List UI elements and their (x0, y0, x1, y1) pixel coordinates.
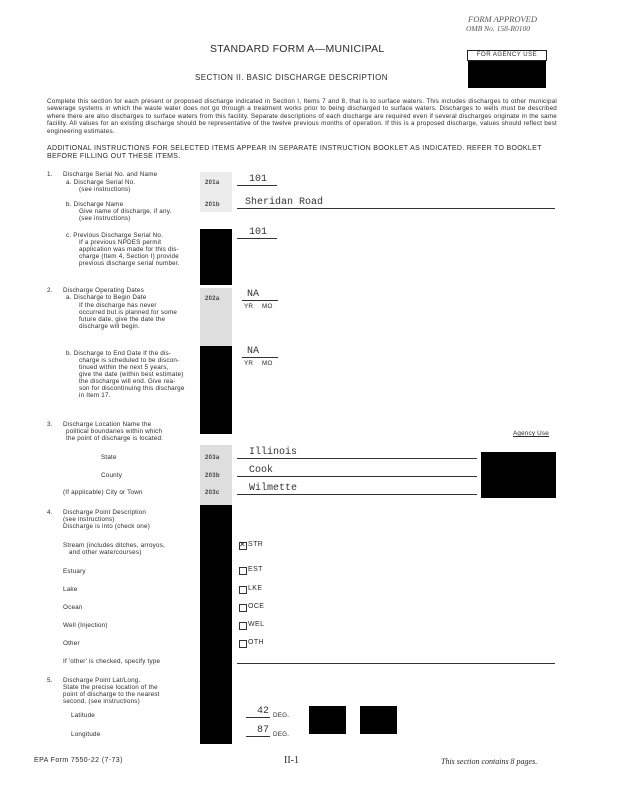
code-lke: LKE (248, 585, 263, 592)
item1a-sub: (see instructions) (79, 186, 131, 193)
item3-heading3: the point of discharge is located: (66, 435, 164, 442)
item2a-sub1: If the discharge has never (79, 302, 157, 309)
city-label: (If applicable) City or Town (63, 489, 143, 496)
checkbox-wel[interactable] (239, 622, 247, 630)
redacted-agency-block (481, 452, 556, 498)
option-estuary-label: Estuary (63, 568, 86, 575)
option-ocean-label: Ocean (63, 604, 83, 611)
redacted-block (200, 346, 232, 434)
item1c-sub2: application was made for this dis- (79, 246, 179, 253)
latitude-deg: DEG. (273, 712, 290, 719)
option-well-label: Well (Injection) (63, 622, 108, 629)
item2b-sub2: tinued within the next 5 years, (79, 364, 169, 371)
item3-heading1: Discharge Location Name the (63, 421, 152, 428)
state-label: State (101, 454, 117, 461)
item5-number: 5. (47, 677, 53, 684)
discharge-name-value[interactable]: Sheridan Road (245, 197, 324, 208)
option-stream-label: Stream (includes ditches, arroyos, (63, 542, 165, 549)
code-str: STR (248, 541, 264, 548)
checkbox-est[interactable] (239, 567, 247, 575)
redacted-block (200, 682, 232, 744)
item4-number: 4. (47, 509, 53, 516)
redacted-latitude-min (309, 706, 346, 734)
redacted-agency-box (468, 61, 546, 88)
end-yr-label: YR (244, 360, 254, 367)
checkbox-oce[interactable] (239, 604, 247, 612)
item2a-label: a. Discharge to Begin Date (66, 294, 147, 301)
underline (237, 238, 277, 239)
redacted-latitude-sec (360, 706, 397, 734)
option-lake-label: Lake (63, 586, 78, 593)
item1-number: 1. (47, 171, 53, 178)
state-value[interactable]: Illinois (249, 447, 298, 458)
county-value[interactable]: Cook (249, 465, 274, 476)
item2a-sub4: discharge will begin. (79, 323, 140, 330)
code-oce: OCE (248, 603, 265, 610)
code-est: EST (248, 566, 263, 573)
item2a-sub2: occurred but is planned for some (79, 309, 178, 316)
underline (237, 185, 277, 186)
redacted-block (200, 229, 232, 285)
form-approved: FORM APPROVED (468, 14, 538, 24)
item2b-label: b. Discharge to End Date If the dis- (66, 350, 172, 357)
item4-heading2: (see instructions) (63, 516, 115, 523)
end-mo-label: MO (262, 360, 273, 367)
item5-heading1: Discharge Point Lat/Long. (63, 677, 141, 684)
underline (237, 476, 477, 477)
underline (246, 717, 270, 718)
discharge-serial-value[interactable]: 101 (249, 174, 268, 185)
item2-heading: Discharge Operating Dates (63, 287, 144, 294)
latitude-label: Latitude (71, 712, 96, 719)
page-number: II-1 (284, 755, 299, 766)
code-202a: 202a (205, 296, 220, 302)
item1b-sub2: (see instructions) (79, 215, 131, 222)
option-other-label: Other (63, 640, 80, 647)
item4-heading3: Discharge is into (check one) (63, 523, 150, 530)
code-201b: 201b (205, 202, 220, 208)
option-stream-label2: and other watercourses) (69, 549, 142, 556)
item1b-sub1: Give name of discharge, if any. (79, 208, 172, 215)
item5-heading3: point of discharge to the nearest (63, 691, 160, 698)
section-title: SECTION II. BASIC DISCHARGE DESCRIPTION (195, 73, 388, 82)
item4-heading1: Discharge Point Description (63, 509, 147, 516)
item2-number: 2. (47, 287, 53, 294)
code-203a: 203a (205, 455, 220, 461)
item2b-sub1: charge is scheduled to be discon- (79, 357, 180, 364)
form-title: STANDARD FORM A—MUNICIPAL (210, 43, 385, 55)
checkbox-lke[interactable] (239, 586, 247, 594)
longitude-label: Longitude (71, 731, 101, 738)
code-oth: OTH (248, 639, 264, 646)
underline (237, 494, 477, 495)
other-specify-label: If 'other' is checked, specify type (63, 658, 161, 665)
item1c-label: c. Previous Discharge Serial No. (66, 232, 164, 239)
city-value[interactable]: Wilmette (249, 483, 298, 494)
underline (237, 208, 555, 209)
code-201a: 201a (205, 180, 220, 186)
item2b-sub6: in Item 17. (79, 392, 111, 399)
underline (242, 300, 278, 301)
item3-number: 3. (47, 421, 53, 428)
item1c-sub4: previous discharge serial number. (79, 260, 180, 267)
item5-heading4: second. (see instructions) (63, 698, 140, 705)
underline (242, 357, 278, 358)
underline (237, 458, 477, 459)
additional-instructions: ADDITIONAL INSTRUCTIONS FOR SELECTED ITEMS APPEAR IN SEPARATE INSTRUCTION BOOKLET AS INDICATED. REFER TO BOOKLET BEFORE FILLING OUT THESE ITEMS. (47, 145, 542, 160)
checkbox-str[interactable] (239, 542, 247, 550)
begin-mo-label: MO (262, 303, 273, 310)
intro-paragraph: Complete this section for each present or proposed discharge indicated in Section I, Items 7 and 8, that is to surface waters. This includes discharges to other municipal sewerage systems in which the waste water does not go through a treatment works prior to being discharged to surface waters. Discharges to wells must be described where there are also discharges to surface waters from this facility. Separate descriptions of each discharge are required even if several discharges originate in the same facility. All values for an existing discharge should be representative of the twelve previous months of operation. If this is a proposed discharge, values should reflect best engineering estimates. (47, 98, 557, 135)
code-203c: 203c (205, 490, 220, 496)
item1-heading: Discharge Serial No. and Name (63, 171, 158, 178)
omb-number: OMB No. 158-R0100 (466, 24, 530, 33)
footer-form-number: EPA Form 7550-22 (7-73) (34, 757, 123, 764)
agency-use-label: Agency Use (513, 430, 549, 437)
item3-heading2: political boundaries within which (66, 428, 163, 435)
redacted-block (200, 505, 232, 685)
item2b-sub5: son for discontinuing this discharge (79, 385, 185, 392)
previous-serial-value[interactable]: 101 (249, 227, 268, 238)
item2b-sub3: give the date (within best estimate) (79, 371, 184, 378)
longitude-value[interactable]: 87 (257, 725, 270, 736)
longitude-deg: DEG. (273, 731, 290, 738)
latitude-value[interactable]: 42 (257, 706, 270, 717)
item2b-sub4: the discharge will end. Give rea- (79, 378, 176, 385)
begin-yr-label: YR (244, 303, 254, 310)
code-wel: WEL (248, 621, 265, 628)
item1b-label: b. Discharge Name (66, 201, 124, 208)
end-date-value[interactable]: NA (247, 346, 260, 357)
checkbox-oth[interactable] (239, 640, 247, 648)
item2a-sub3: future date, give the date the (79, 316, 166, 323)
agency-use-box: FOR AGENCY USE (467, 50, 547, 61)
county-label: County (101, 472, 123, 479)
other-specify-field (237, 663, 555, 664)
item5-heading2: State the precise location of the (63, 684, 158, 691)
begin-date-value[interactable]: NA (247, 289, 260, 300)
item1c-sub3: charge (Item 4, Section I) provide (79, 253, 179, 260)
code-203b: 203b (205, 473, 220, 479)
item1c-sub1: If a previous NPDES permit (79, 239, 162, 246)
underline (246, 736, 270, 737)
footer-page-count: This section contains 8 pages. (441, 757, 538, 766)
item1a-label: a. Discharge Serial No. (66, 179, 136, 186)
